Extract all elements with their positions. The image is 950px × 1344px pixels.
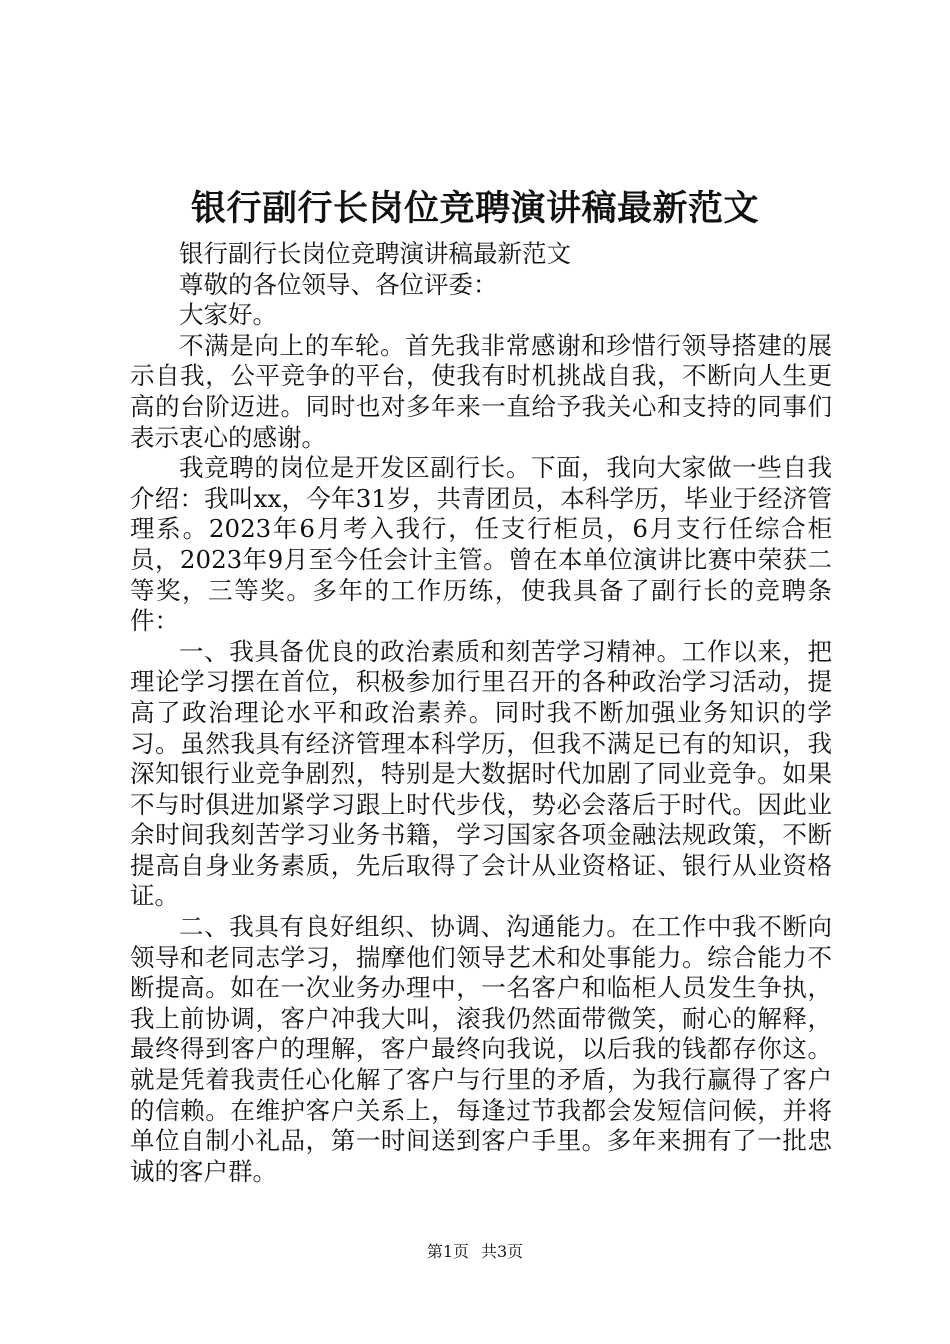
page-footer (0, 1240, 950, 1264)
document-title: 银行副行长岗位竞聘演讲稿最新范文 (190, 188, 759, 229)
paragraph-opening: 不满是向上的车轮。首先我非常感谢和珍惜行领导搭建的展示自我，公平竞争的平台，使我有时机挑战自我，不断向人生更高的台阶迈进。同时也对多年来一直给予我关心和支持的同事们表示衷心的感谢。 (130, 330, 832, 452)
paragraph-greeting: 大家好。 (179, 300, 277, 330)
paragraph-introduction: 我竞聘的岗位是开发区副行长。下面，我向大家做一些自我介绍：我叫xx，今年31岁，共青团员，本科学历，毕业于经济管理系。2023年6月考入我行，任支行柜员，6月支行任综合柜员，2023年9月至今任会计主管。曾在本单位演讲比赛中荣获二等奖，三等奖。多年的工作历练，使我具备了副行长的竞聘条件： (130, 453, 832, 636)
document-body (130, 239, 832, 1187)
paragraph-salutation: 尊敬的各位领导、各位评委： (179, 269, 498, 299)
paragraph-heading-repeat: 银行副行长岗位竞聘演讲稿最新范文 (179, 239, 571, 268)
page-number-total: 共3页 (481, 1242, 524, 1261)
paragraph-point-one: 一、我具备优良的政治素质和刻苦学习精神。工作以来，把理论学习摆在首位，积极参加行里召开的各种政治学习活动，提高了政治理论水平和政治素养。同时我不断加强业务知识的学习。虽然我具有经济管理本科学历，但我不满足已有的知识，我深知银行业竞争剧烈，特别是大数据时代加剧了同业竞争。如果不与时俱进加紧学习跟上时代步伐，势必会落后于时代。因此业余时间我刻苦学习业务书籍，学习国家各项金融法规政策，不断提高自身业务素质，先后取得了会计从业资格证、银行从业资格证。 (130, 636, 832, 911)
paragraph-point-two: 二、我具有良好组织、协调、沟通能力。在工作中我不断向领导和老同志学习，揣摩他们领导艺术和处事能力。综合能力不断提高。如在一次业务办理中，一名客户和临柜人员发生争执，我上前协调，客户冲我大叫，滚我仍然面带微笑，耐心的解释，最终得到客户的理解，客户最终向我说，以后我的钱都存你这。就是凭着我责任心化解了客户与行里的矛盾，为我行赢得了客户的信赖。在维护客户关系上，每逢过节我都会发短信问候，并将单位自制小礼品，第一时间送到客户手里。多年来拥有了一批忠诚的客户群。 (130, 912, 832, 1186)
page-number-current: 第1页 (426, 1242, 469, 1261)
